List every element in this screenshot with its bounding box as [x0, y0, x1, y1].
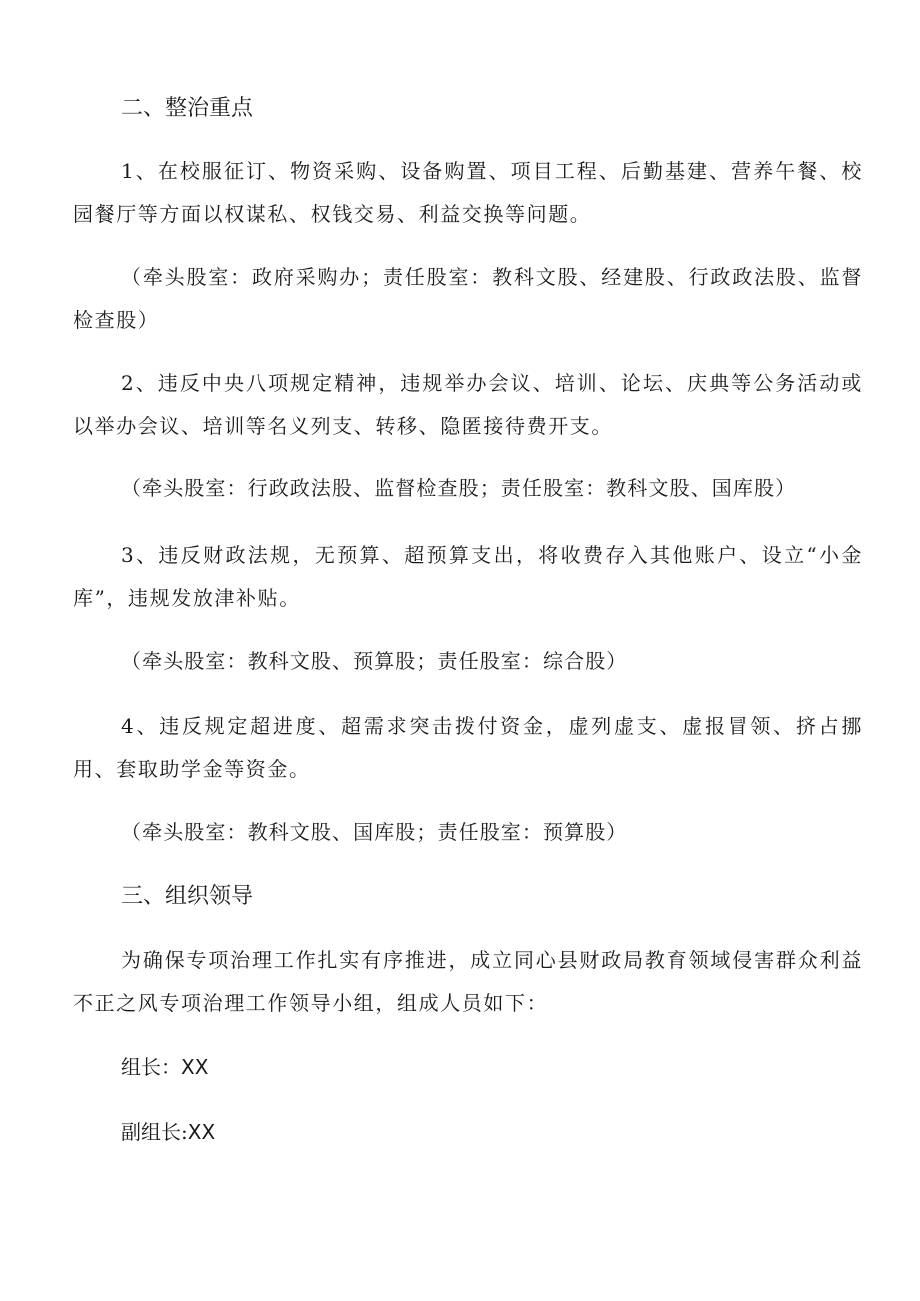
leader-row	[121, 1052, 208, 1082]
deputy-leader-row	[121, 1117, 215, 1147]
deputy-leader-label: 副组长:	[121, 1120, 188, 1144]
leader-label: 组长：	[121, 1055, 181, 1079]
deputy-leader-value: XX	[187, 1120, 216, 1144]
item-1-text: 1、在校服征订、物资采购、设备购置、项目工程、后勤基建、营养午餐、校园餐厅等方面以权谋私、权钱交易、利益交换等问题。	[73, 159, 863, 226]
item-2-responsibility: （牵头股室：行政政法股、监督检查股；责任股室：教科文股、国库股）	[121, 476, 797, 500]
section-2-heading: 二、整治重点	[121, 96, 254, 121]
section-3-intro: 为确保专项治理工作扎实有序推进，成立同心县财政局教育领域侵害群众利益不正之风专项治理工作领导小组，组成人员如下：	[73, 948, 863, 1015]
item-2-text: 2、违反中央八项规定精神，违规举办会议、培训、论坛、庆典等公务活动或以举办会议、培训等名义列支、转移、隐匿接待费开支。	[73, 371, 863, 438]
item-1-responsibility: （牵头股室：政府采购办；责任股室：教科文股、经建股、行政政法股、监督检查股）	[73, 265, 863, 332]
item-4-responsibility: （牵头股室：教科文股、国库股；责任股室：预算股）	[121, 820, 628, 844]
section-3-heading: 三、组织领导	[121, 884, 254, 909]
leader-value: XX	[181, 1055, 209, 1079]
item-4-text: 4、违反规定超进度、超需求突击拨付资金，虚列虚支、虚报冒领、挤占挪用、套取助学金等资金。	[73, 714, 863, 781]
item-3-text: 3、违反财政法规，无预算、超预算支出，将收费存入其他账户、设立“小金库”，违规发放津补贴。	[73, 543, 863, 610]
item-3-responsibility: （牵头股室：教科文股、预算股；责任股室：综合股）	[121, 649, 628, 673]
